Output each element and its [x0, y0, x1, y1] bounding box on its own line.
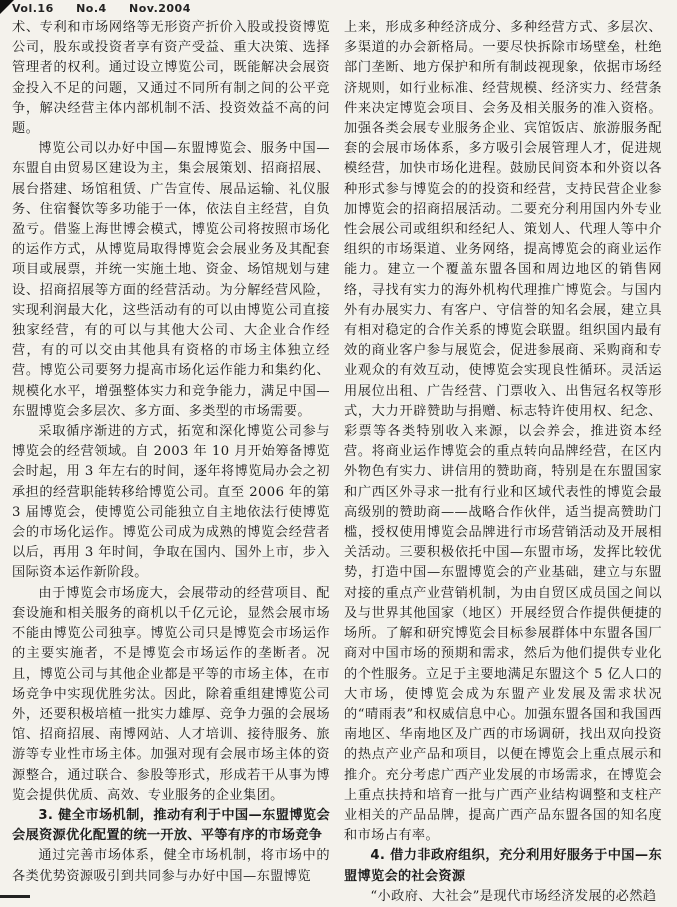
- volume-label: Vol.16: [12, 2, 54, 15]
- body-paragraph: 由于博览会市场庞大，会展带动的经营项目、配套设施和相关服务的商机以千亿元论，显然会展市场不能由博览公司独享。博览公司只是博览会市场运作的主要实施者，不是博览会市场运作的垄断者。况且，博览公司与其他企业都是平等的市场主体，在市场竞争中实现优胜劣汰。因此，除着重组建博览公司外，还要积极培植一批实力雄厚、竞争力强的会展场馆、招商招展、南博网站、人才培训、接待服务、旅游等专业性市场主体。加强对现有会展市场主体的资源整合，通过联合、参股等形式，形成若干从事为博览会提供优质、高效、专业服务的企业集团。: [12, 585, 330, 803]
- issue-number: No.4: [76, 2, 107, 15]
- section-heading: 4. 借力非政府组织，充分利用好服务于中国—东盟博览会的社会资源: [344, 848, 662, 884]
- body-paragraph: “小政府、大社会”是现代市场经济发展的必然趋: [370, 888, 657, 904]
- issue-date: Nov.2004: [129, 2, 191, 15]
- body-paragraph: 博览公司以办好中国—东盟博览会、服务中国—东盟自由贸易区建设为主，集会展策划、招商招展、展台搭建、场馆租赁、广告宣传、展品运输、礼仪服务、住宿餐饮等多功能于一体，依法自主经营，自负盈亏。借鉴上海世博会模式，博览公司将按照市场化的运作方式，从博览局取得博览会会展业务及其配套项目或展票，并统一实施土地、资金、场馆规划与建设、招商招展等方面的经营活动。为分解经营风险，实现利润最大化，这些活动有的可以由博览公司直接独家经营，有的可以与其他大公司、大企业合作经营，有的可以交由其他具有资格的市场主体独立经营。博览公司要努力提高市场化运作能力和集约化、规模化水平，增强整体实力和竞争能力，满足中国—东盟博览会多层次、多方面、多类型的市场需要。: [12, 141, 330, 419]
- body-paragraph: 通过完善市场体系，健全市场机制，将市场中的各类优势资源吸引到共同参与办好中国—东盟博览: [12, 848, 330, 884]
- body-paragraph: 术、专利和市场网络等无形资产折价入股或投资博览公司，股东或投资者享有资产受益、重大决策、选择管理者的权利。通过设立博览公司，既能解决会展资金投入不足的问题，又通过不同所有制之间的公平竞争，解决经营主体内部机制不活、投资效益不高的问题。: [12, 20, 330, 137]
- body-paragraph: 上来，形成多种经济成分、多种经营方式、多层次、多渠道的办会新格局。一要尽快拆除市场壁垒，杜绝部门垄断、地方保护和所有制歧视现象，依据市场经济规则，如行业标准、经营规模、经济实力、经营条件来决定博览会项目、会务及相关服务的准入资格。加强各类会展专业服务企业、宾馆饭店、旅游服务配套的会展市场体系，多方吸引会展管理人才，促进规模经营，加快市场化进程。鼓励民间资本和外资以各种形式参与博览会的的投资和经营，支持民营企业参加博览会的招商招展活动。二要充分利用国内外专业性会展公司或组织和经纪人、策划人、代理人等中介组织的市场渠道、业务网络，提高博览会的商业运作能力。建立一个覆盖东盟各国和周边地区的销售网络，寻找有实力的海外机构代理推广博览会。与国内外有办展实力、有客户、守信誉的知名会展，建立具有相对稳定的合作关系的博览会联盟。组织国内最有效的商业客户参与展览会，促进参展商、采购商和专业观众的有效互动，使博览会实现良性循环。灵活运用展位出租、广告经营、门票收入、出售冠名权等形式，大力开辟赞助与捐赠、标志特许使用权、纪念、彩票等各类特别收入来源，以会养会，推进资本经营。将商业运作博览会的重点转向品牌经营，在区内外物色有实力、讲信用的赞助商，特别是在东盟国家和广西区外寻求一批有行业和区域代表性的博览会最高级别的赞助商——战略合作伙伴，适当提高赞助门槛，授权使用博览会品牌进行市场营销活动及开展相关活动。三要积极依托中国—东盟市场，发挥比较优势，打造中国—东盟博览会的产业基础，建立与东盟对接的重点产业营销机制，为由自贸区成员国之间以及与世界其他国家（地区）开展经贸合作提供便捷的场所。了解和研究博览会目标参展群体中东盟各国厂商对中国市场的预期和需求，然后为他们提供专业化的个性服务。立足于主要地满足东盟这个 5 亿人口的大市场，使博览会成为东盟产业发展及需求状况的“晴雨表”和权威信息中心。加强东盟各国和我国西南地区、华南地区及广西的市场调研，找出双向投资的热点产业产品和项目，以便在博览会上重点展示和推介。充分考虑广西产业发展的市场需求，在博览会上重点扶持和培育一批与广西产业结构调整和支柱产业相关的产品品牌，提高广西产品东盟各国的知名度和市场占有率。: [344, 20, 662, 844]
- right-text-column: [344, 18, 662, 904]
- section-heading: 3. 健全市场机制，推动有利于中国—东盟博览会会展资源优化配置的统一开放、平等有序的市场竞争: [12, 807, 330, 844]
- page-footer-rule: [0, 895, 30, 898]
- body-paragraph: 采取循序渐进的方式，拓宽和深化博览公司参与博览会的经营领域。自 2003 年 10 月开始筹备博览会时起，用 3 年左右的时间，逐年将博览局办会之初承担的经营职能转移给博览公司。直至 2006 年的第 3 届博览会，使博览公司能独立自主地依法行使博览会的市场化运作。博览公司成为成熟的博览会经营者以后，再用 3 年时间，争取在国内、国外上市，步入国际资本运作新阶段。: [12, 424, 330, 581]
- left-text-column: [12, 18, 330, 896]
